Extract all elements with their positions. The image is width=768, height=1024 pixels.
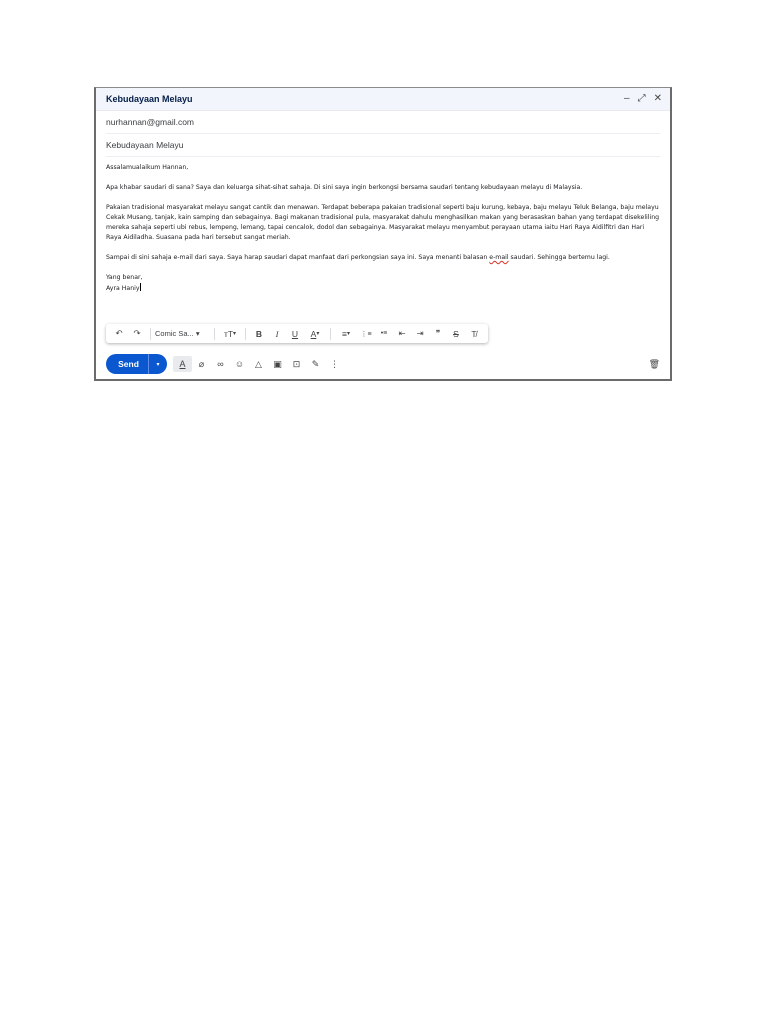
indent-less-icon[interactable]: ⇤ xyxy=(398,328,406,338)
text-cursor xyxy=(140,283,141,291)
formatting-toolbar xyxy=(106,324,488,343)
emoji-icon[interactable]: ☺ xyxy=(234,359,245,369)
insert-photo-icon[interactable]: ▣ xyxy=(273,358,282,369)
greeting: Assalamualaikum Hannan, xyxy=(106,164,189,171)
strikethrough-icon[interactable]: S xyxy=(453,328,459,339)
compose-actions xyxy=(106,353,660,375)
font-size-icon[interactable]: тT ▾ xyxy=(223,328,237,339)
italic-icon[interactable]: I xyxy=(275,328,279,339)
send-button[interactable] xyxy=(106,354,167,374)
toolbar-divider xyxy=(214,328,215,340)
drive-icon[interactable]: △ xyxy=(255,358,262,369)
compose-window xyxy=(94,87,672,381)
closing: Yang benar, xyxy=(106,274,143,281)
schedule-send-dropdown-icon[interactable]: ▾ xyxy=(148,354,167,374)
quote-icon[interactable]: ❞ xyxy=(435,328,441,338)
bold-icon[interactable]: B xyxy=(255,328,263,339)
paragraph-1: Apa khabar saudari di sana? Saya dan keluarga sihat-sihat sahaja. Di sini saya ingin berkongsi bersama saudari tentang kebudayaan melayu di Malaysia. xyxy=(106,184,583,191)
signature-line: Ayra Haniy xyxy=(106,285,140,292)
close-icon[interactable]: ✕ xyxy=(653,93,662,104)
clear-formatting-icon[interactable]: T̸ xyxy=(471,328,477,339)
formatting-options-icon[interactable]: A xyxy=(173,356,192,372)
font-selector[interactable]: Comic Sa... ▾ xyxy=(155,329,200,338)
spellcheck-flagged-word[interactable]: e-mail xyxy=(489,254,509,261)
numbered-list-icon[interactable]: ⋮≡ xyxy=(360,330,372,338)
bulleted-list-icon[interactable]: •≡ xyxy=(380,330,388,337)
chevron-down-icon: ▾ xyxy=(195,329,200,338)
minimize-icon[interactable]: – xyxy=(624,93,630,104)
message-body[interactable] xyxy=(106,163,660,294)
align-icon[interactable]: ≡ ▾ xyxy=(342,328,350,339)
more-options-icon[interactable]: ⋮ xyxy=(330,358,339,369)
undo-icon[interactable]: ↶ xyxy=(115,328,123,338)
paragraph-2: Pakaian tradisional masyarakat melayu sangat cantik dan menawan. Terdapat beberapa pakaian tradisional seperti baju kurung, kebaya, baju melayu Teluk Belanga, baju melayu Cekak Musang, tanjak, kain samping dan sebagainya. Bagi makanan tradisional pula, masyarakat dahulu menghasilkan makan yang berasaskan bahan yang terdapat disekeliling mereka sahaja seperti ubi rebus, lempeng, lemang, tapai cencalok, dodol dan sebagainya. Masyarakat melayu menyambut perayaan utama iaitu Hari Raya Aidilfitri dan Hari Raya Aidiladha. Suasana pada hari tersebut sangat meriah. xyxy=(106,204,660,241)
recipient-field[interactable]: nurhannan@gmail.com xyxy=(106,111,660,134)
insert-link-icon[interactable]: ∞ xyxy=(217,359,224,369)
attach-file-icon[interactable]: ⌀ xyxy=(198,358,205,369)
toolbar-divider xyxy=(245,328,246,340)
indent-more-icon[interactable]: ⇥ xyxy=(416,328,424,338)
paragraph-3: Sampai di sini sahaja e-mail dari saya. Saya harap saudari dapat manfaat dari perkongsian saya ini. Saya menanti balasan e-mail saudari. Sehingga bertemu lagi. xyxy=(106,254,610,261)
discard-draft-icon[interactable]: 🗑 xyxy=(648,358,660,369)
subject-field[interactable]: Kebudayaan Melayu xyxy=(106,134,660,157)
expand-icon[interactable]: ⤢ xyxy=(637,93,646,104)
toolbar-divider xyxy=(330,328,331,340)
toolbar-divider xyxy=(150,328,151,340)
underline-icon[interactable]: U xyxy=(291,328,299,339)
send-label: Send xyxy=(118,359,139,369)
confidential-mode-icon[interactable]: ⊡ xyxy=(292,358,301,369)
compose-title-bar[interactable] xyxy=(96,88,670,111)
text-color-icon[interactable]: A ▾ xyxy=(310,328,320,339)
redo-icon[interactable]: ↷ xyxy=(133,328,141,338)
signature-icon[interactable]: ✎ xyxy=(311,358,320,369)
compose-title: Kebudayaan Melayu xyxy=(106,94,193,104)
